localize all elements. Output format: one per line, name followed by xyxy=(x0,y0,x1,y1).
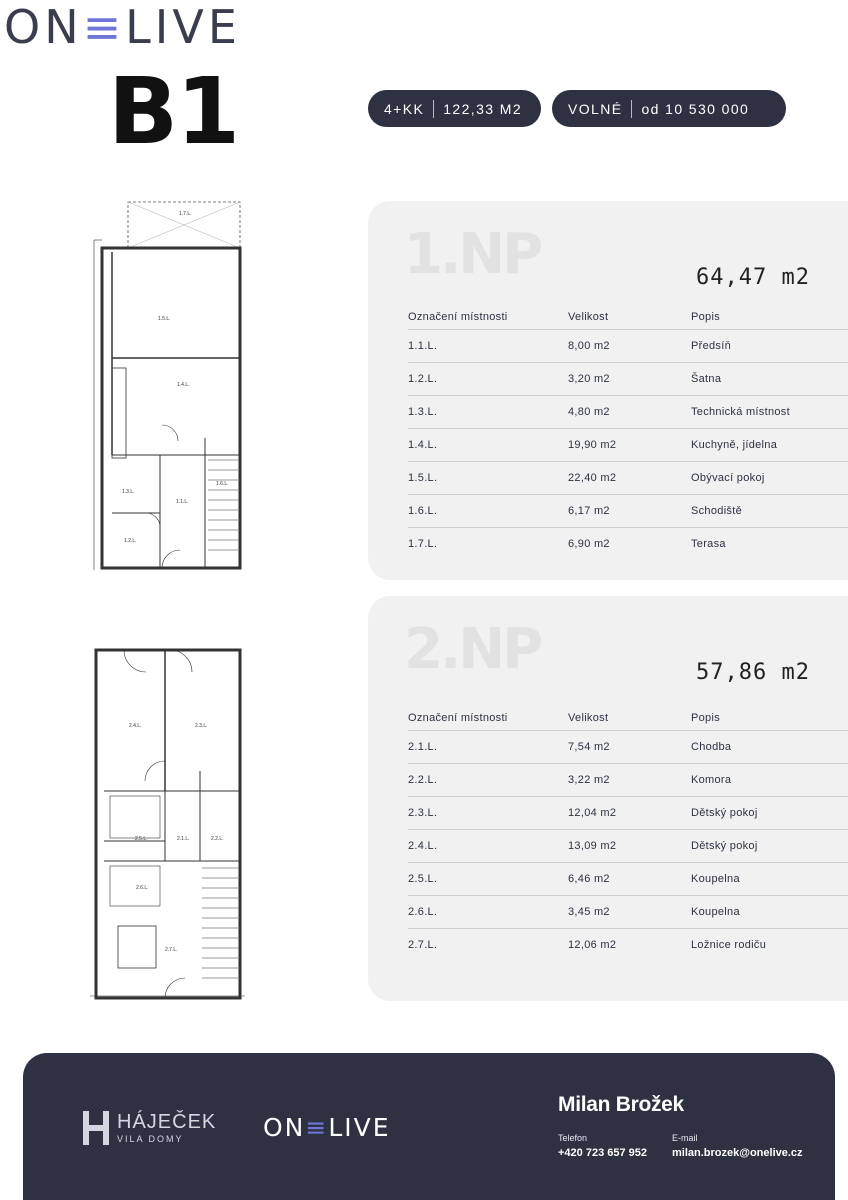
room-description: Komora xyxy=(691,763,848,796)
column-header: Velikost xyxy=(568,305,691,329)
room-label: 2.1.L. xyxy=(177,836,190,842)
room-code: 2.2.L. xyxy=(408,763,568,796)
room-code: 1.4.L. xyxy=(408,428,568,461)
room-description: Technická místnost xyxy=(691,395,848,428)
room-code: 1.3.L. xyxy=(408,395,568,428)
room-description: Koupelna xyxy=(691,862,848,895)
table-header xyxy=(408,305,848,329)
room-code: 1.2.L. xyxy=(408,362,568,395)
divider xyxy=(631,100,632,118)
room-description: Kuchyně, jídelna xyxy=(691,428,848,461)
floor-panel-2np xyxy=(368,596,848,1001)
table-row xyxy=(408,895,848,928)
footer xyxy=(23,1053,835,1200)
table-row xyxy=(408,428,848,461)
room-size: 7,54 m2 xyxy=(568,730,691,763)
room-label: 2.7.L. xyxy=(165,947,178,953)
room-description: Obývací pokoj xyxy=(691,461,848,494)
room-label: 2.4.L. xyxy=(129,723,142,729)
table-row xyxy=(408,527,848,560)
onelive-logo: ON≡LIVE xyxy=(4,0,241,54)
room-label: 2.5.L. xyxy=(135,836,148,842)
room-size: 8,00 m2 xyxy=(568,329,691,362)
email-link[interactable]: milan.brozek@onelive.cz xyxy=(672,1147,803,1159)
room-description: Terasa xyxy=(691,537,726,550)
room-code: 2.6.L. xyxy=(408,895,568,928)
table-row xyxy=(408,862,848,895)
room-label: 1.3.L. xyxy=(122,489,135,495)
unit-summary-badge xyxy=(368,90,541,127)
room-code: 2.1.L. xyxy=(408,730,568,763)
room-label: 2.3.L. xyxy=(195,723,208,729)
table-row xyxy=(408,928,848,961)
room-code: 2.7.L. xyxy=(408,938,438,951)
price: od 10 530 000 xyxy=(641,100,750,117)
room-code: 2.4.L. xyxy=(408,829,568,862)
table-row xyxy=(408,494,848,527)
room-size: 6,17 m2 xyxy=(568,494,691,527)
unit-code: B1 xyxy=(108,58,239,165)
room-description: Dětský pokoj xyxy=(691,796,848,829)
room-size: 3,20 m2 xyxy=(568,362,691,395)
table-row xyxy=(408,763,848,796)
floor-panel-1np xyxy=(368,201,848,580)
room-size: 6,90 m2 xyxy=(568,537,610,550)
room-label: 1.2.L. xyxy=(124,538,137,544)
divider xyxy=(433,100,434,118)
room-code: 2.3.L. xyxy=(408,796,568,829)
table-row xyxy=(408,829,848,862)
floor-label: 1.NP xyxy=(404,222,541,287)
column-header: Popis xyxy=(691,305,848,329)
column-header: Označení místnosti xyxy=(408,305,568,329)
table-header xyxy=(408,706,848,730)
table-row xyxy=(408,730,848,763)
room-label: 1.7.L. xyxy=(179,211,192,217)
hajecek-subtitle: VILA DOMY xyxy=(117,1134,184,1144)
room-size: 3,22 m2 xyxy=(568,763,691,796)
phone-label: Telefon xyxy=(558,1133,588,1143)
table-row xyxy=(408,362,848,395)
hajecek-name: HÁJEČEK xyxy=(117,1111,217,1133)
table-row xyxy=(408,329,848,362)
availability-badge xyxy=(552,90,786,127)
email-label: E-mail xyxy=(672,1133,698,1143)
room-size: 12,06 m2 xyxy=(568,938,617,951)
agent-name: Milan Brožek xyxy=(558,1093,684,1116)
room-label: 1.4.L. xyxy=(177,382,190,388)
room-description: Ložnice rodiču xyxy=(691,938,767,951)
phone-number[interactable]: +420 723 657 952 xyxy=(558,1147,648,1159)
room-description: Šatna xyxy=(691,362,848,395)
floor-total-area: 64,47 m2 xyxy=(696,265,810,290)
room-size: 12,04 m2 xyxy=(568,796,691,829)
room-code: 1.7.L. xyxy=(408,537,438,550)
room-description: Schodiště xyxy=(691,494,848,527)
status-badge: VOLNÉ xyxy=(568,100,623,117)
room-label: 2.2.L. xyxy=(211,836,224,842)
column-header: Popis xyxy=(691,706,848,730)
room-code: 2.5.L. xyxy=(408,862,568,895)
room-code: 1.5.L. xyxy=(408,461,568,494)
table-row xyxy=(408,395,848,428)
room-description: Předsíň xyxy=(691,329,848,362)
room-size: 22,40 m2 xyxy=(568,461,691,494)
table-row xyxy=(408,796,848,829)
house-h-icon xyxy=(83,1111,109,1145)
table-row xyxy=(408,461,848,494)
total-area: 122,33 M2 xyxy=(443,100,523,117)
column-header: Označení místnosti xyxy=(408,706,568,730)
room-code: 1.1.L. xyxy=(408,329,568,362)
floor-plan-2np xyxy=(90,646,245,1004)
layout-type: 4+KK xyxy=(384,100,425,117)
room-description: Chodba xyxy=(691,730,848,763)
room-label: 1.5.L. xyxy=(158,316,171,322)
room-size: 4,80 m2 xyxy=(568,395,691,428)
room-label: 1.6.L. xyxy=(216,481,229,487)
room-description: Koupelna xyxy=(691,895,848,928)
floor-total-area: 57,86 m2 xyxy=(696,660,810,685)
room-label: 1.1.L. xyxy=(176,499,189,505)
room-label: 2.6.L. xyxy=(136,885,149,891)
hajecek-logo xyxy=(83,1111,216,1145)
room-size: 13,09 m2 xyxy=(568,829,691,862)
room-table xyxy=(408,706,848,961)
floor-label: 2.NP xyxy=(404,617,541,682)
room-size: 3,45 m2 xyxy=(568,895,691,928)
floor-plan-1np xyxy=(90,200,245,572)
room-description: Dětský pokoj xyxy=(691,829,848,862)
column-header: Velikost xyxy=(568,706,691,730)
room-table xyxy=(408,305,848,560)
onelive-footer-logo: ON≡LIVE xyxy=(263,1113,391,1142)
room-size: 19,90 m2 xyxy=(568,428,691,461)
room-code: 1.6.L. xyxy=(408,494,568,527)
room-size: 6,46 m2 xyxy=(568,862,691,895)
